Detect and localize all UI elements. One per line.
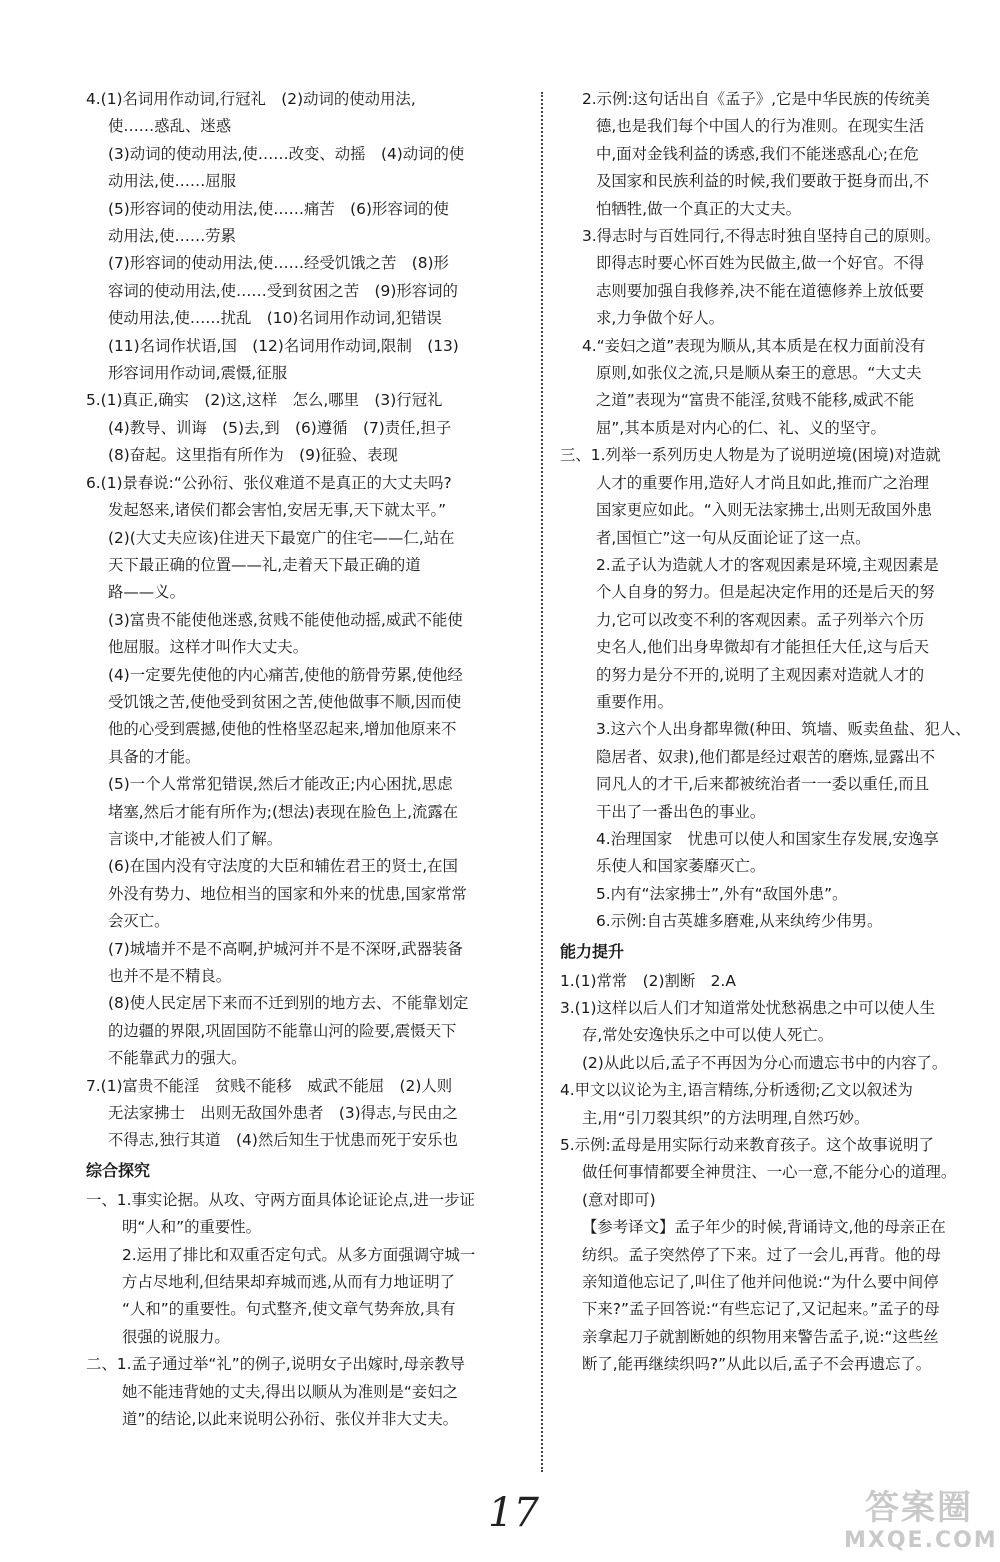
answer-line: (6)在国内没有守法度的大臣和辅佐君王的贤士,在国	[108, 857, 458, 876]
answer-line: 断了,能再继续织吗?”从此以后,孟子不会再遗忘了。	[582, 1355, 932, 1374]
answer-line: 外没有势力、地位相当的国家和外来的忧患,国家常常	[108, 884, 467, 903]
answer-line: 怕牺牲,做一个真正的大丈夫。	[596, 199, 801, 218]
column-divider	[541, 92, 543, 1472]
answer-line: 亲拿起刀子就割断她的织物用来警告孟子,说:“这些丝	[582, 1327, 939, 1346]
answer-line: 同凡人的才干,后来都被统治者一一委以重任,而且	[596, 775, 929, 794]
answer-line: “人和”的重要性。句式整齐,使文章气势奔放,具有	[122, 1300, 456, 1319]
answer-line: 也并不是不精良。	[108, 967, 232, 985]
answer-line: 3.(1)这样以后人们才知道常处忧愁祸患之中可以使人生	[560, 999, 936, 1017]
answer-line: 做任何事情都要全神贯注、一心一意,不能分心的道理。	[582, 1163, 957, 1182]
answer-line: (7)形容词的使动用法,使……经受饥饿之苦 (8)形	[108, 254, 449, 273]
answer-line: 容词的使动用法,使……受到贫困之苦 (9)形容词的	[108, 281, 458, 300]
answer-line: 明“人和”的重要性。	[122, 1218, 262, 1237]
answer-line: 5.示例:孟母是用实际行动来教育孩子。这个故事说明了	[560, 1136, 934, 1155]
answer-line: 2.孟子认为造就人才的客观因素是环境,主观因素是	[596, 555, 939, 574]
answer-line: (11)名词作状语,国 (12)名词用作动词,限制 (13)	[108, 336, 459, 355]
answer-line: (4)教导、训诲 (5)去,到 (6)遵循 (7)责任,担子	[108, 418, 452, 437]
answer-line: 3.得志时与百姓同行,不得志时独自坚持自己的原则。	[582, 227, 941, 246]
section-heading: 能力提升	[560, 941, 625, 961]
answer-line: 德,也是我们每个中国人的行为准则。在现实生活	[596, 117, 925, 136]
answer-line: 使……惑乱、迷惑	[108, 117, 232, 136]
answer-line: 及国家和民族利益的时候,我们要敢于挺身而出,不	[596, 172, 929, 191]
answer-line: 存,常处安逸快乐之中可以使人死亡。	[582, 1026, 834, 1045]
answer-line: 言谈中,才能被人们了解。	[108, 829, 283, 848]
answer-line: (5)形容词的使动用法,使……痛苦 (6)形容词的使	[108, 199, 449, 218]
watermark-logo-text: 答案圈	[865, 1488, 973, 1528]
answer-line: (2)(大丈夫应该)住进天下最宽广的住宅——仁,站在	[108, 528, 455, 547]
answer-line: 隐居者、奴隶),他们都是经过艰苦的磨炼,显露出不	[596, 747, 935, 766]
answer-line: 一、1.事实论据。从攻、守两方面具体论证论点,进一步证	[86, 1190, 475, 1209]
answer-line: 2.运用了排比和双重否定句式。从多方面强调守城一	[122, 1245, 476, 1264]
answer-line: 个人自身的努力。但是起决定作用的还是后天的努	[596, 583, 935, 602]
answer-line: 乐使人和国家萎靡灭亡。	[596, 857, 766, 876]
watermark	[844, 1488, 998, 1558]
page-number: 17	[488, 1490, 539, 1536]
left-column	[86, 86, 526, 1434]
answer-line: 亲知道他忘记了,叫住了他并问他说:“为什么要中间停	[582, 1273, 939, 1292]
answer-line: 5.内有“法家拂士”,外有“敌国外患”。	[596, 884, 848, 903]
answer-line: 他屈服。这样才叫作大丈夫。	[108, 638, 309, 657]
answer-line: 堵塞,然后才能有所作为;(想法)表现在脸色上,流露在	[108, 802, 459, 821]
answer-line: 6.示例:自古英雄多磨难,从来纨绔少伟男。	[596, 912, 883, 931]
answer-line: (7)城墙并不是不高啊,护城河并不是不深呀,武器装备	[108, 939, 463, 958]
answer-line: 无法家拂士 出则无敌国外患者 (3)得志,与民由之	[108, 1104, 458, 1123]
answer-line: 天下最正确的位置——礼,走着天下最正确的道	[108, 555, 421, 574]
answer-line: 形容词用作动词,震慑,征服	[108, 364, 288, 383]
answer-line: 路——义。	[108, 583, 185, 602]
answer-line: 动用法,使……屈服	[108, 172, 237, 191]
section-heading: 综合探究	[86, 1160, 151, 1180]
answer-line: 力,它可以改变不利的客观因素。孟子列举六个历	[596, 610, 925, 629]
answer-line: 7.(1)富贵不能淫 贫贱不能移 威武不能屈 (2)人则	[86, 1076, 453, 1095]
answer-line: 受饥饿之苦,使他受到贫困之苦,使他做事不顺,因而使	[108, 692, 462, 711]
answer-line: 即得志时要心怀百姓为民做主,做一个好官。不得	[596, 254, 925, 273]
answer-line: 下来?”孟子回答说:“有些忘记了,又记起来。”孟子的母	[582, 1300, 940, 1319]
answer-line: 干出了一番出色的事业。	[596, 802, 766, 821]
answer-line: 她不能违背她的丈夫,得出以顺从为准则是“妾妇之	[122, 1382, 459, 1401]
answer-line: 方占尽地利,但结果却弃城而逃,从而有力地证明了	[122, 1273, 455, 1292]
answer-line: 不得志,独行其道 (4)然后知生于忧患而死于安乐也	[108, 1131, 458, 1150]
answer-line: 国家更应如此。“入则无法家拂士,出则无敌国外患	[596, 501, 933, 520]
answer-line: 【参考译文】孟子年少的时候,背诵诗文,他的母亲正在	[582, 1218, 946, 1237]
answer-line: 中,面对金钱利益的诱惑,我们不能迷惑乱心;在危	[596, 144, 919, 163]
answer-line: 重要作用。	[596, 692, 673, 711]
answer-line: 1.(1)常常 (2)割断 2.A	[560, 971, 736, 990]
answer-line: 志则要加强自我修养,决不能在道德修养上放低要	[596, 281, 925, 300]
right-column	[560, 86, 1000, 1379]
answer-line: 5.(1)真正,确实 (2)这,这样 怎么,哪里 (3)行冠礼	[86, 391, 443, 410]
answer-line: (3)富贵不能使他迷惑,贫贱不能使他动摇,威武不能使	[108, 610, 463, 629]
answer-line: (2)从此以后,孟子不再因为分心而遗忘书中的内容了。	[582, 1053, 948, 1072]
answer-line: 道”的结论,以此来说明公孙衍、张仪并非大丈夫。	[122, 1410, 459, 1429]
answer-line: 之道”表现为“富贵不能淫,贫贱不能移,威武不能	[596, 391, 915, 410]
answer-line: (5)一个人常常犯错误,然后才能改正;内心困扰,思虑	[108, 775, 453, 794]
answer-line: 很强的说服力。	[122, 1327, 230, 1346]
answer-line: 4.“妾妇之道”表现为顺从,其本质是在权力面前没有	[582, 336, 926, 355]
answer-line: 史名人,他们出身卑微却有才能担任大任,这与后天	[596, 638, 929, 657]
answer-line: 二、1.孟子通过举“礼”的例子,说明女子出嫁时,母亲教导	[86, 1355, 466, 1374]
answer-line: 使动用法,使……扰乱 (10)名词用作动词,犯错误	[108, 309, 442, 328]
answer-line: 4.(1)名词用作动词,行冠礼 (2)动词的使动用法,	[86, 90, 416, 108]
answer-line: (4)一定要先使他的内心痛苦,使他的筋骨劳累,使他经	[108, 665, 463, 684]
watermark-url: MXQE.COM	[844, 1528, 998, 1553]
answer-line: 具备的才能。	[108, 747, 201, 766]
answer-line: 三、1.列举一系列历史人物是为了说明逆境(困境)对造就	[560, 446, 941, 465]
answer-line: 2.示例:这句话出自《孟子》,它是中华民族的传统美	[582, 90, 930, 108]
answer-line: (意对即可)	[582, 1190, 656, 1209]
answer-line: 会灭亡。	[108, 912, 170, 931]
answer-line: 原则,如张仪之流,只是顺从秦王的意思。“大丈夫	[596, 364, 922, 383]
answer-line: 动用法,使……劳累	[108, 227, 237, 246]
answer-line: (8)使人民定居下来而不迁到别的地方去、不能靠划定	[108, 994, 469, 1013]
answer-line: 3.这六个人出身都卑微(种田、筑墙、贩卖鱼盐、犯人、	[596, 720, 971, 739]
answer-line: 的努力是分不开的,说明了主观因素对造就人才的	[596, 665, 925, 684]
answer-line: 人才的重要作用,造好人才尚且如此,推而广之治理	[596, 473, 929, 492]
answer-line: (3)动词的使动用法,使……改变、动摇 (4)动词的使	[108, 144, 465, 163]
answer-line: 他的心受到震撼,使他的性格坚忍起来,增加他原来不	[108, 720, 457, 739]
answer-line: 6.(1)景春说:“公孙衍、张仪难道不是真正的大丈夫吗?	[86, 473, 452, 492]
answer-line: (8)奋起。这里指有所作为 (9)征验、表现	[108, 446, 398, 465]
answer-line: 屈”,其本质是对内心的仁、礼、义的坚守。	[596, 418, 886, 437]
answer-line: 主,用“引刀裂其织”的方法明理,自然巧妙。	[582, 1108, 870, 1127]
answer-line: 的边疆的界限,巩固国防不能靠山河的险要,震慑天下	[108, 1021, 457, 1040]
answer-line: 发起怒来,诸侯们都会害怕,安居无事,天下就太平。”	[108, 501, 447, 520]
answer-line: 不能靠武力的强大。	[108, 1049, 247, 1068]
answer-line: 者,国恒亡”这一句从反面论证了这一点。	[596, 528, 871, 547]
answer-line: 4.甲文以议论为主,语言精练,分析透彻;乙文以叙述为	[560, 1081, 913, 1100]
answer-line: 求,力争做个好人。	[596, 309, 725, 328]
answer-line: 4.治理国家 忧患可以使人和国家生存发展,安逸享	[596, 829, 939, 848]
answer-line: 纺织。孟子突然停了下来。过了一会儿,再背。他的母	[582, 1245, 941, 1264]
